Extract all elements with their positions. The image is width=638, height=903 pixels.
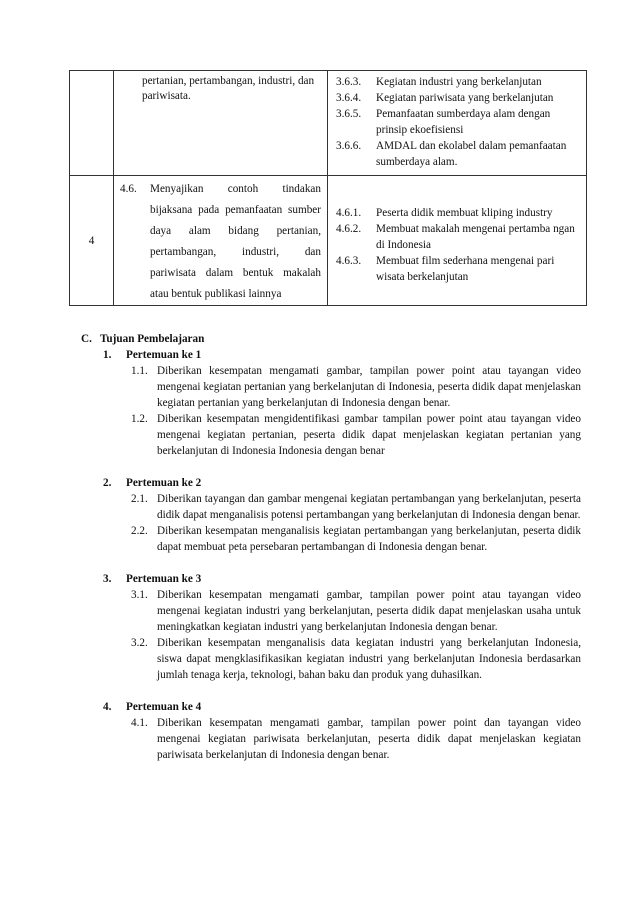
indicator-text: Membuat film sederhana mengenai pari wisata berkelanjutan (376, 255, 555, 283)
indicator-code: 4.6.1. (336, 207, 362, 219)
meeting-3 (103, 571, 581, 683)
indicator-item (336, 253, 580, 285)
objective-text: Diberikan kesempatan mengamati gambar, tampilan power point atau tayangan video mengenai kegiatan industri yang berkelanjutan, peserta didik dapat menjelaskan usaha untuk meningkatkan kegiatan industri yang berkelanjutan Indonesia dengan benar. (157, 589, 581, 633)
objective-code: 4.1. (131, 717, 148, 729)
objective-text: Diberikan kesempatan menganalisis kegiatan pertambangan yang berkelanjutan, peserta didik dapat membuat peta persebaran pertambangan di Indonesia dengan benar. (157, 525, 581, 553)
indicator-cell (328, 176, 587, 306)
meeting-title: Pertemuan ke 4 (126, 701, 202, 713)
indicator-item (336, 205, 580, 221)
indicator-list (328, 71, 586, 170)
objective-text: Diberikan kesempatan mengamati gambar, tampilan power point dan tayangan video mengenai kegiatan pariwisata berkelanjutan, peserta didik dapat menjelaskan kegiatan pariwisata berkelanjutan di Indonesia dengan benar. (157, 717, 581, 761)
objective-item (131, 411, 581, 459)
meeting-title: Pertemuan ke 1 (126, 349, 202, 361)
objective-text: Diberikan kesempatan mengamati gambar, tampilan power point atau tayangan video mengenai kegiatan pertanian yang berkelanjutan di Indonesia, peserta didik dapat menjelaskan kegiatan pertanian yang berkelanjutan di Indonesia dengan benar. (157, 365, 581, 409)
indicator-item (336, 221, 580, 253)
indicator-list (328, 176, 586, 285)
objective-code: 2.1. (131, 493, 148, 505)
indicator-item (336, 138, 580, 170)
objective-text: Diberikan kesempatan mengidentifikasi gambar tampilan power point atau tayangan video mengenai kegiatan pertanian, peserta didik dapat menjelaskan kegiatan pertanian yang berkelanjutan di Indonesia Indonesia dengan benar (157, 413, 581, 457)
meeting-heading (103, 699, 581, 715)
meeting-title: Pertemuan ke 2 (126, 477, 202, 489)
indicator-text: Peserta didik membuat kliping industry (376, 207, 553, 219)
meeting-number: 1. (103, 349, 112, 361)
basic-competency-cell (114, 71, 328, 176)
section-letter: C. (81, 333, 92, 345)
indicator-text: Pemanfaatan sumberdaya alam dengan prinsip ekoefisiensi (376, 108, 551, 136)
indicator-text: AMDAL dan ekolabel dalam pemanfaatan sumberdaya alam. (376, 140, 567, 168)
indicator-code: 3.6.6. (336, 140, 362, 152)
meeting-4 (103, 699, 581, 763)
section-heading (81, 331, 581, 347)
objective-code: 1.1. (131, 365, 148, 377)
objective-item (131, 491, 581, 523)
objective-item (131, 363, 581, 411)
indicator-code: 3.6.5. (336, 108, 362, 120)
indicator-text: Kegiatan industri yang berkelanjutan (376, 76, 542, 88)
table-row-4 (70, 176, 587, 306)
meeting-heading (103, 475, 581, 491)
indicator-code: 3.6.3. (336, 76, 362, 88)
indicator-text: Kegiatan pariwisata yang berkelanjutan (376, 92, 554, 104)
objective-code: 2.2. (131, 525, 148, 537)
meeting-number: 4. (103, 701, 112, 713)
basic-competency-text: Menyajikan contoh tindakan bijaksana pada pemanfaatan sumber daya alam bidang pertanian, pertambangan, industri, dan pariwisata dalam bentuk makalah atau bentuk publikasi lainnya (150, 183, 321, 300)
learning-objectives-section (81, 331, 581, 763)
meeting-2 (103, 475, 581, 555)
indicator-item (336, 90, 580, 106)
meeting-heading (103, 571, 581, 587)
objective-item (131, 587, 581, 635)
basic-competency-text: pertanian, pertambangan, industri, dan pariwisata. (142, 75, 315, 102)
row-number-cell (70, 71, 114, 176)
table-row-continuation (70, 71, 587, 176)
meeting-heading (103, 347, 581, 363)
meeting-number: 2. (103, 477, 112, 489)
objective-item (131, 715, 581, 763)
objective-code: 3.2. (131, 637, 148, 649)
objective-text: Diberikan tayangan dan gambar mengenai kegiatan pertambangan yang berkelanjutan, peserta didik dapat menganalisis potensi pertambangan yang berkelanjutan di Indonesia dengan benar. (157, 493, 581, 521)
objective-code: 3.1. (131, 589, 148, 601)
objective-code: 1.2. (131, 413, 148, 425)
indicator-cell (328, 71, 587, 176)
basic-competency-cell (114, 176, 328, 306)
objective-item (131, 523, 581, 555)
meeting-number: 3. (103, 573, 112, 585)
objective-text: Diberikan kesempatan menganalisis data kegiatan industri yang berkelanjutan Indonesia, siswa dapat mengklasifikasikan kegiatan industri yang berkelanjutan Indonesia berdasarkan jumlah tenaga kerja, teknologi, bahan baku dan produk yang duhasilkan. (157, 637, 581, 681)
indicator-item (336, 106, 580, 138)
indicator-code: 4.6.2. (336, 223, 362, 235)
meeting-title: Pertemuan ke 3 (126, 573, 202, 585)
indicator-code: 4.6.3. (336, 255, 362, 267)
row-number-cell: 4 (70, 176, 114, 306)
indicator-item (336, 74, 580, 90)
competency-table (69, 70, 587, 306)
objective-item (131, 635, 581, 683)
meeting-1 (103, 347, 581, 459)
basic-competency-code: 4.6. (120, 183, 137, 195)
indicator-text: Membuat makalah mengenai pertamba ngan di Indonesia (376, 223, 575, 251)
indicator-code: 3.6.4. (336, 92, 362, 104)
section-title: Tujuan Pembelajaran (100, 333, 205, 345)
